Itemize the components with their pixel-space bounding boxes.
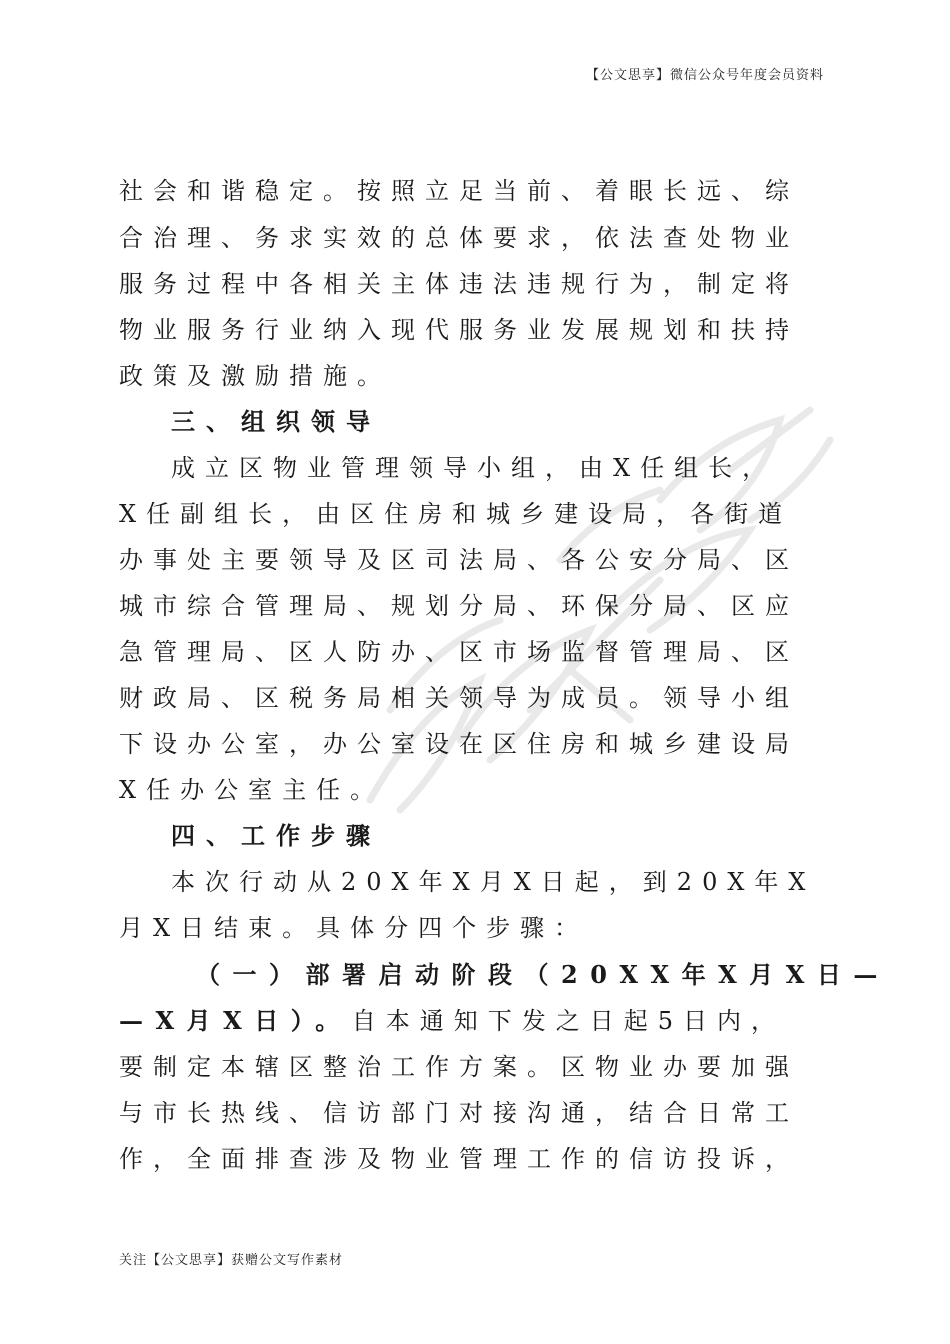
body-line-1: 社会和谐稳定。按照立足当前、着眼长远、综 bbox=[119, 177, 799, 205]
body-line-19: 作，全面排查涉及物业管理工作的信访投诉， bbox=[119, 1145, 799, 1173]
body-line-6: 成立区物业管理领导小组，由X任组长， bbox=[171, 454, 777, 482]
mixed-line bbox=[119, 1007, 819, 1035]
body-line-11: 财政局、区税务局相关领导为成员。领导小组 bbox=[119, 684, 799, 712]
body-line-13: X任办公室主任。 bbox=[119, 776, 385, 804]
body-line-15: 月X日结束。具体分四个步骤： bbox=[119, 914, 589, 942]
body-line-4: 物业服务行业纳入现代服务业发展规划和扶持 bbox=[119, 316, 799, 344]
body-line-10: 急管理局、区人防办、区市场监督管理局、区 bbox=[119, 638, 799, 666]
body-line-18: 与市长热线、信访部门对接沟通，结合日常工 bbox=[119, 1099, 799, 1127]
subheading-1: （一）部署启动阶段（20XX年X月X日— bbox=[196, 960, 890, 989]
subheading-1-cont: —X月X日）。 bbox=[119, 1006, 352, 1035]
body-line-8: 办事处主要领导及区司法局、各公安分局、区 bbox=[119, 546, 799, 574]
page-footer: 关注【公文思享】获赠公文写作素材 bbox=[119, 1253, 344, 1268]
body-line-7: X任副组长，由区住房和城乡建设局，各街道 bbox=[119, 500, 793, 528]
body-line-16: 自本通知下发之日起5日内， bbox=[351, 1007, 786, 1035]
section-heading-4: 四、工作步骤 bbox=[171, 822, 381, 850]
body-line-14: 本次行动从20X年X月X日起，到20X年X bbox=[171, 868, 816, 896]
page-header: 【公文思享】微信公众号年度会员资料 bbox=[585, 68, 824, 83]
body-line-5: 政策及激励措施。 bbox=[119, 362, 391, 390]
body-line-2: 合治理、务求实效的总体要求，依法查处物业 bbox=[119, 224, 799, 252]
body-line-9: 城市综合管理局、规划分局、环保分局、区应 bbox=[119, 592, 799, 620]
body-line-12: 下设办公室，办公室设在区住房和城乡建设局 bbox=[119, 730, 799, 758]
body-line-17: 要制定本辖区整治工作方案。区物业办要加强 bbox=[119, 1053, 799, 1081]
body-line-3: 服务过程中各相关主体违法违规行为，制定将 bbox=[119, 270, 799, 298]
section-heading-3: 三、组织领导 bbox=[171, 408, 381, 436]
